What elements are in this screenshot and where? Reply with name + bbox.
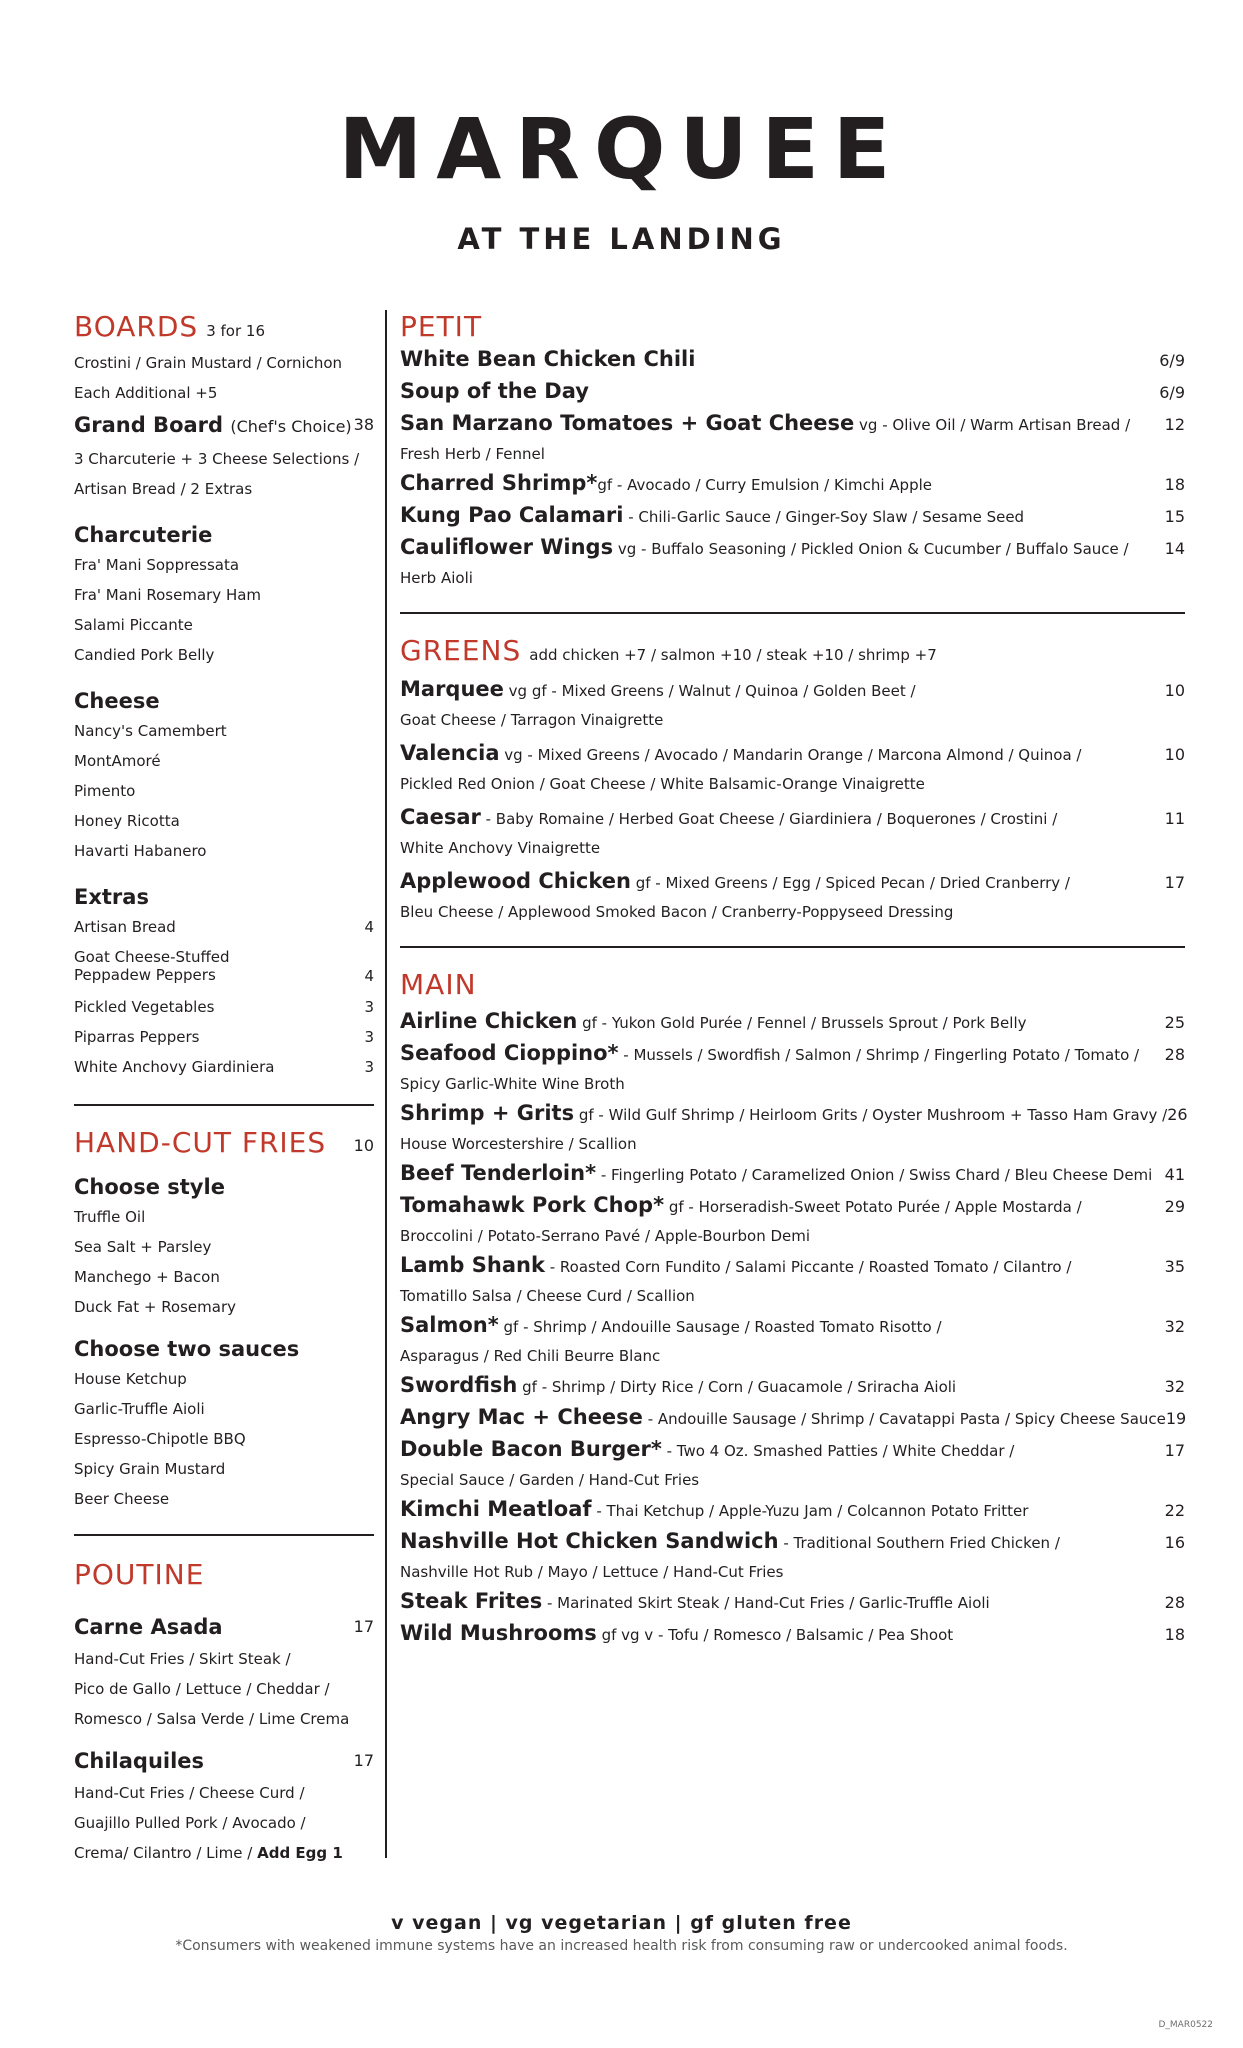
boards-note: 3 for 16 bbox=[206, 322, 266, 340]
menu-item-description: - Mussels / Swordfish / Salmon / Shrimp / Fingerling Potato / Tomato / bbox=[618, 1046, 1140, 1064]
menu-item-name: Double Bacon Burger* bbox=[400, 1437, 662, 1461]
menu-item-name: Swordfish bbox=[400, 1373, 518, 1397]
menu-item-name: White Bean Chicken Chili bbox=[400, 347, 696, 371]
menu-item bbox=[400, 674, 1185, 734]
fries-price: 10 bbox=[353, 1136, 374, 1155]
charcuterie-item: Fra' Mani Soppressata bbox=[74, 556, 240, 574]
menu-item-price: 18 bbox=[1164, 1625, 1185, 1644]
menu-item-price: 26 bbox=[1167, 1105, 1188, 1124]
menu-item-name: Lamb Shank bbox=[400, 1253, 545, 1277]
section-divider bbox=[74, 1534, 374, 1536]
boards-heading: BOARDS 3 for 16 bbox=[74, 310, 266, 343]
right-column bbox=[400, 310, 1188, 1650]
menu-item-price: 28 bbox=[1164, 1045, 1185, 1064]
menu-item-name: Kung Pao Calamari bbox=[400, 503, 624, 527]
menu-item-name: Charred Shrimp* bbox=[400, 471, 598, 495]
menu-item-description-cont: Goat Cheese / Tarragon Vinaigrette bbox=[400, 711, 664, 729]
charcuterie-item: Salami Piccante bbox=[74, 616, 193, 634]
menu-item-name: Shrimp + Grits bbox=[400, 1101, 575, 1125]
menu-item-name: Beef Tenderloin* bbox=[400, 1161, 597, 1185]
menu-item-price: 10 bbox=[1164, 681, 1185, 700]
fries-sauce-item: Beer Cheese bbox=[74, 1490, 170, 1508]
menu-item bbox=[400, 408, 1185, 468]
menu-item-description-cont: Tomatillo Salsa / Cheese Curd / Scallion bbox=[400, 1287, 695, 1305]
menu-item-name: Cauliflower Wings bbox=[400, 535, 614, 559]
menu-item-name: Applewood Chicken bbox=[400, 869, 631, 893]
chilaquiles-line: Crema/ Cilantro / Lime / Add Egg 1 bbox=[74, 1844, 343, 1862]
menu-item-name: Soup of the Day bbox=[400, 379, 589, 403]
menu-item-description: gf - Shrimp / Dirty Rice / Corn / Guacamole / Sriracha Aioli bbox=[517, 1378, 957, 1396]
menu-item-price: 12 bbox=[1164, 415, 1185, 434]
fries-heading: HAND-CUT FRIES 10 bbox=[74, 1126, 374, 1160]
menu-item-name: San Marzano Tomatoes + Goat Cheese bbox=[400, 411, 855, 435]
extras-heading: Extras bbox=[74, 885, 149, 909]
charcuterie-item: Candied Pork Belly bbox=[74, 646, 215, 664]
cheese-item: Pimento bbox=[74, 782, 136, 800]
menu-item-price: 22 bbox=[1164, 1501, 1185, 1520]
menu-item-name: Angry Mac + Cheese bbox=[400, 1405, 643, 1429]
menu-item-description-cont: Asparagus / Red Chili Beurre Blanc bbox=[400, 1347, 661, 1365]
menu-code: D_MAR0522 bbox=[1158, 2020, 1213, 2030]
section-divider bbox=[74, 1104, 374, 1106]
menu-item bbox=[400, 1158, 1185, 1190]
menu-item-description: vg - Buffalo Seasoning / Pickled Onion & Cucumber / Buffalo Sauce / bbox=[613, 540, 1129, 558]
menu-item bbox=[400, 1494, 1185, 1526]
menu-item-name: Marquee bbox=[400, 677, 504, 701]
menu-item bbox=[400, 1370, 1185, 1402]
menu-item bbox=[400, 376, 1185, 408]
menu-item-price: 14 bbox=[1164, 539, 1185, 558]
cheese-item: Havarti Habanero bbox=[74, 842, 207, 860]
carne-asada-heading: Carne Asada 17 bbox=[74, 1615, 374, 1639]
fries-sauce-item: House Ketchup bbox=[74, 1370, 187, 1388]
menu-item-price: 41 bbox=[1164, 1165, 1185, 1184]
menu-item-description: gf - Wild Gulf Shrimp / Heirloom Grits / Oyster Mushroom + Tasso Ham Gravy / bbox=[574, 1106, 1168, 1124]
menu-item-description-cont: Bleu Cheese / Applewood Smoked Bacon / Cranberry-Poppyseed Dressing bbox=[400, 903, 954, 921]
menu-item-price: 28 bbox=[1164, 1593, 1185, 1612]
menu-item-description: - Thai Ketchup / Apple-Yuzu Jam / Colcannon Potato Fritter bbox=[591, 1502, 1029, 1520]
add-egg: Add Egg 1 bbox=[257, 1844, 343, 1862]
menu-item bbox=[400, 468, 1185, 500]
menu-item-price: 32 bbox=[1164, 1377, 1185, 1396]
menu-item bbox=[400, 1434, 1185, 1494]
fries-style-item: Duck Fat + Rosemary bbox=[74, 1298, 237, 1316]
menu-item-description-cont: Herb Aioli bbox=[400, 569, 473, 587]
menu-item bbox=[400, 500, 1185, 532]
menu-item-price: 17 bbox=[1164, 1441, 1185, 1460]
menu-item-description-cont: House Worcestershire / Scallion bbox=[400, 1135, 637, 1153]
menu-item bbox=[400, 1098, 1188, 1158]
menu-item-description-cont: Nashville Hot Rub / Mayo / Lettuce / Hand-Cut Fries bbox=[400, 1563, 784, 1581]
menu-item-name: Caesar bbox=[400, 805, 481, 829]
carne-asada-line: Pico de Gallo / Lettuce / Cheddar / bbox=[74, 1680, 330, 1698]
main-heading: MAIN bbox=[400, 968, 477, 1001]
menu-item-description-cont: Broccolini / Potato-Serrano Pavé / Apple-Bourbon Demi bbox=[400, 1227, 811, 1245]
grand-board-heading: Grand Board (Chef's Choice) 38 bbox=[74, 408, 374, 444]
cheese-item: Nancy's Camembert bbox=[74, 722, 227, 740]
menu-item-description: gf - Yukon Gold Purée / Fennel / Brussels Sprout / Pork Belly bbox=[577, 1014, 1027, 1032]
menu-item bbox=[400, 1190, 1185, 1250]
menu-item bbox=[400, 738, 1185, 798]
menu-item-name: Steak Frites bbox=[400, 1589, 543, 1613]
fries-sauce-heading: Choose two sauces bbox=[74, 1337, 300, 1361]
boards-line: Crostini / Grain Mustard / Cornichon bbox=[74, 354, 343, 372]
menu-item-name: Wild Mushrooms bbox=[400, 1621, 597, 1645]
chilaquiles-line: Hand-Cut Fries / Cheese Curd / bbox=[74, 1784, 305, 1802]
fries-style-item: Truffle Oil bbox=[74, 1208, 146, 1226]
grand-board-price: 38 bbox=[353, 415, 374, 434]
fries-sauce-item: Spicy Grain Mustard bbox=[74, 1460, 226, 1478]
menu-item-description: - Andouille Sausage / Shrimp / Cavatappi Pasta / Spicy Cheese Sauce bbox=[642, 1410, 1166, 1428]
menu-item-description: gf - Mixed Greens / Egg / Spiced Pecan / Dried Cranberry / bbox=[630, 874, 1070, 892]
poutine-heading: POUTINE bbox=[74, 1558, 205, 1591]
section-divider bbox=[400, 946, 1185, 948]
menu-item-description: - Two 4 Oz. Smashed Patties / White Cheddar / bbox=[661, 1442, 1015, 1460]
menu-item-description: - Roasted Corn Fundito / Salami Piccante / Roasted Tomato / Cilantro / bbox=[544, 1258, 1072, 1276]
menu-item bbox=[400, 1586, 1185, 1618]
menu-item-price: 17 bbox=[1164, 873, 1185, 892]
menu-item-description: gf vg v - Tofu / Romesco / Balsamic / Pea Shoot bbox=[596, 1626, 954, 1644]
menu-item-description: vg gf - Mixed Greens / Walnut / Quinoa / Golden Beet / bbox=[503, 682, 916, 700]
menu-item-description: - Baby Romaine / Herbed Goat Cheese / Giardiniera / Boquerones / Crostini / bbox=[480, 810, 1058, 828]
carne-asada-line: Hand-Cut Fries / Skirt Steak / bbox=[74, 1650, 291, 1668]
extras-item: Artisan Bread 4 bbox=[74, 918, 374, 936]
charcuterie-heading: Charcuterie bbox=[74, 523, 213, 547]
menu-item-price: 32 bbox=[1164, 1317, 1185, 1336]
menu-item-description: - Traditional Southern Fried Chicken / bbox=[778, 1534, 1060, 1552]
menu-item bbox=[400, 1038, 1185, 1098]
menu-item-price: 6/9 bbox=[1159, 383, 1185, 402]
menu-item-description-cont: Special Sauce / Garden / Hand-Cut Fries bbox=[400, 1471, 700, 1489]
fries-style-item: Manchego + Bacon bbox=[74, 1268, 220, 1286]
extras-item: Piparras Peppers 3 bbox=[74, 1028, 374, 1046]
left-column bbox=[74, 310, 374, 1868]
menu-item-name: Airline Chicken bbox=[400, 1009, 578, 1033]
grand-board-line: Artisan Bread / 2 Extras bbox=[74, 480, 253, 498]
menu-item bbox=[400, 1618, 1185, 1650]
menu-item-name: Salmon* bbox=[400, 1313, 499, 1337]
menu-item-price: 25 bbox=[1164, 1013, 1185, 1032]
cheese-item: Honey Ricotta bbox=[74, 812, 180, 830]
menu-item bbox=[400, 1402, 1185, 1434]
cheese-item: MontAmoré bbox=[74, 752, 161, 770]
chilaquiles-line: Guajillo Pulled Pork / Avocado / bbox=[74, 1814, 306, 1832]
menu-item-price: 15 bbox=[1164, 507, 1185, 526]
menu-item-price: 29 bbox=[1164, 1197, 1185, 1216]
menu-item-description-cont: White Anchovy Vinaigrette bbox=[400, 839, 601, 857]
chilaquiles-heading: Chilaquiles 17 bbox=[74, 1749, 374, 1773]
restaurant-subtitle: AT THE LANDING bbox=[457, 222, 786, 256]
menu-item bbox=[400, 1250, 1185, 1310]
boards-line: Each Additional +5 bbox=[74, 384, 218, 402]
menu-item-name: Nashville Hot Chicken Sandwich bbox=[400, 1529, 779, 1553]
restaurant-logo: MARQUEE bbox=[338, 100, 905, 198]
extras-item: Pickled Vegetables 3 bbox=[74, 998, 374, 1016]
petit-heading: PETIT bbox=[400, 310, 483, 343]
cheese-heading: Cheese bbox=[74, 689, 160, 713]
menu-item-description: gf - Shrimp / Andouille Sausage / Roasted Tomato Risotto / bbox=[498, 1318, 942, 1336]
carne-asada-line: Romesco / Salsa Verde / Lime Crema bbox=[74, 1710, 350, 1728]
section-divider bbox=[400, 612, 1185, 614]
column-divider bbox=[385, 310, 387, 1858]
fries-sauce-item: Espresso-Chipotle BBQ bbox=[74, 1430, 246, 1448]
menu-item-description: - Marinated Skirt Steak / Hand-Cut Fries / Garlic-Truffle Aioli bbox=[542, 1594, 990, 1612]
menu-item bbox=[400, 802, 1185, 862]
extras-item: White Anchovy Giardiniera 3 bbox=[74, 1058, 374, 1076]
health-disclaimer: *Consumers with weakened immune systems have an increased health risk from consuming raw or undercooked animal foods. bbox=[175, 1938, 1068, 1954]
menu-item-description: vg - Mixed Greens / Avocado / Mandarin Orange / Marcona Almond / Quinoa / bbox=[499, 746, 1082, 764]
menu-item-description: - Fingerling Potato / Caramelized Onion / Swiss Chard / Bleu Cheese Demi bbox=[596, 1166, 1153, 1184]
charcuterie-item: Fra' Mani Rosemary Ham bbox=[74, 586, 262, 604]
menu-item-description: vg - Olive Oil / Warm Artisan Bread / bbox=[854, 416, 1131, 434]
menu-item-price: 6/9 bbox=[1159, 351, 1185, 370]
menu-item-description: - Chili-Garlic Sauce / Ginger-Soy Slaw / Sesame Seed bbox=[623, 508, 1025, 526]
menu-item-description-cont: Fresh Herb / Fennel bbox=[400, 445, 545, 463]
greens-heading: GREENS add chicken +7 / salmon +10 / steak +10 / shrimp +7 bbox=[400, 634, 937, 667]
menu-item bbox=[400, 866, 1185, 926]
menu-item-price: 18 bbox=[1164, 475, 1185, 494]
fries-style-heading: Choose style bbox=[74, 1175, 225, 1199]
menu-item bbox=[400, 1006, 1185, 1038]
fries-sauce-item: Garlic-Truffle Aioli bbox=[74, 1400, 205, 1418]
menu-item bbox=[400, 1526, 1185, 1586]
menu-item-description-cont: Pickled Red Onion / Goat Cheese / White Balsamic-Orange Vinaigrette bbox=[400, 775, 925, 793]
menu-item bbox=[400, 532, 1185, 592]
menu-item-name: Tomahawk Pork Chop* bbox=[400, 1193, 665, 1217]
menu-item-description-cont: Spicy Garlic-White Wine Broth bbox=[400, 1075, 625, 1093]
grand-board-line: 3 Charcuterie + 3 Cheese Selections / bbox=[74, 450, 360, 468]
menu-item-description: gf - Avocado / Curry Emulsion / Kimchi Apple bbox=[597, 476, 932, 494]
greens-note: add chicken +7 / salmon +10 / steak +10 / shrimp +7 bbox=[529, 646, 937, 664]
menu-item-description: gf - Horseradish-Sweet Potato Purée / Apple Mostarda / bbox=[664, 1198, 1082, 1216]
extras-item: Goat Cheese-Stuffed Peppadew Peppers 4 bbox=[74, 948, 374, 985]
menu-item-price: 10 bbox=[1164, 745, 1185, 764]
menu-item-name: Kimchi Meatloaf bbox=[400, 1497, 592, 1521]
menu-item-price: 11 bbox=[1164, 809, 1185, 828]
diet-legend: v vegan | vg vegetarian | gf gluten free bbox=[391, 1912, 852, 1934]
menu-item-name: Seafood Cioppino* bbox=[400, 1041, 619, 1065]
menu-item-price: 19 bbox=[1165, 1409, 1187, 1428]
menu-item-name: Valencia bbox=[400, 741, 500, 765]
fries-style-item: Sea Salt + Parsley bbox=[74, 1238, 212, 1256]
menu-item-price: 16 bbox=[1164, 1533, 1185, 1552]
menu-item-price: 35 bbox=[1164, 1257, 1185, 1276]
menu-item bbox=[400, 1310, 1185, 1370]
menu-item bbox=[400, 344, 1185, 376]
